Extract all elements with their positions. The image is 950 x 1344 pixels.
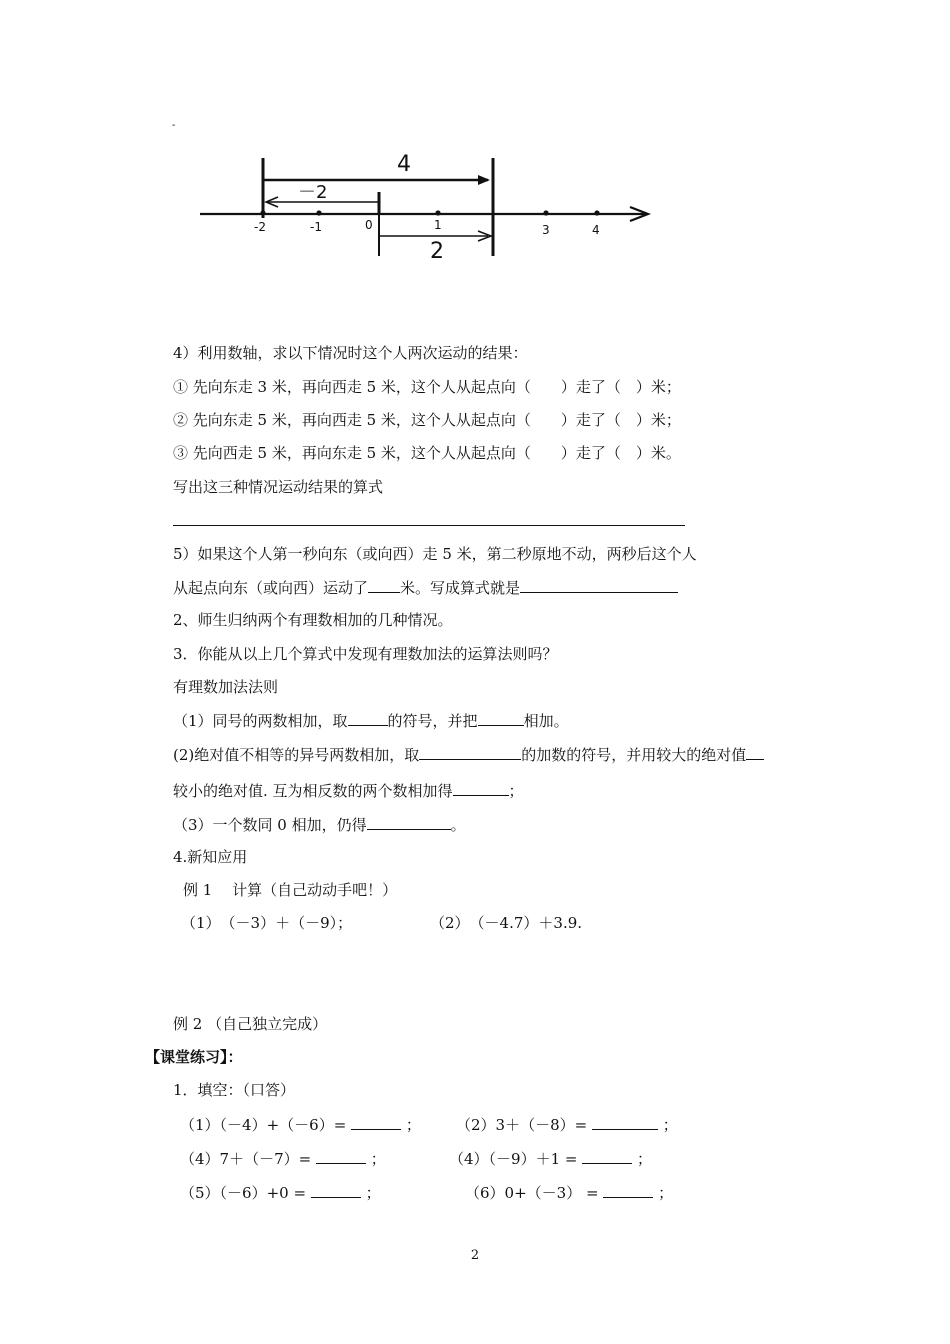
blank[interactable] [419, 744, 521, 760]
example-2: 例 2 （自己独立完成） [173, 1015, 328, 1033]
section-4: 4.新知应用 [173, 848, 248, 866]
rule-3 [173, 814, 466, 835]
example-1-problem-2: （2） （－4.7）＋3.9. [430, 914, 583, 932]
rule-1-c: 相加。 [523, 712, 569, 730]
rule-2-b: 的加数的符号，并用较大的绝对值 [521, 746, 747, 764]
number-line-diagram [190, 150, 660, 262]
blank[interactable] [603, 1182, 653, 1198]
rule-2b-a: 较小的绝对值. 互为相反数的两个数相加得 [173, 782, 453, 800]
fill-expression: （4）7＋（－7）= [180, 1150, 312, 1168]
blank[interactable] [746, 744, 764, 760]
fill-end: ； [365, 1184, 381, 1202]
rule-1-a: （1）同号的两数相加，取 [173, 712, 348, 730]
page-number: 2 [470, 1248, 480, 1263]
answer-line [173, 525, 685, 526]
blank[interactable] [316, 1148, 366, 1164]
fill-row-3-left [180, 1182, 381, 1203]
q4-item-3: ③ 先向西走 5 米，再向东走 5 米，这个人从起点向（ ）走了（ ）米。 [173, 444, 681, 462]
arrow-top-label: 4 [397, 152, 411, 177]
fill-title: 1．填空：（口答） [173, 1081, 296, 1099]
rule-3-b: 。 [450, 816, 466, 834]
tick-dot-3 [543, 210, 548, 215]
q5-line2-b: 米。写成算式就是 [400, 579, 521, 597]
fill-expression: （6）0+（－3） = [465, 1184, 599, 1202]
blank[interactable] [351, 1114, 401, 1130]
practice-title: 【课堂练习】： [145, 1048, 243, 1066]
blank[interactable] [453, 780, 509, 796]
tick-dot-neg2 [260, 210, 265, 215]
section-3: 3．你能从以上几个算式中发现有理数加法的运算法则吗？ [173, 645, 558, 663]
fill-end: ； [370, 1150, 386, 1168]
rule-title: 有理数加法法则 [173, 678, 279, 696]
fill-end: ； [405, 1116, 421, 1134]
blank[interactable] [520, 577, 678, 593]
rule-1-b: 的符号，并把 [387, 712, 478, 730]
stray-mark: - [172, 120, 176, 131]
tick-dot-4 [594, 210, 599, 215]
fill-end: ； [662, 1116, 678, 1134]
tick-label-3: 3 [542, 223, 550, 237]
q5-line1: 5）如果这个人第一秒向东（或向西）走 5 米，第二秒原地不动，两秒后这个人 [173, 545, 697, 563]
blank[interactable] [592, 1114, 658, 1130]
fill-end: ； [658, 1184, 674, 1202]
tick-dot-neg1 [316, 210, 321, 215]
blank[interactable] [348, 710, 388, 726]
fill-expression: （1）（－4）+（－6）= [180, 1116, 347, 1134]
rule-3-a: （3）一个数同 0 相加，仍得 [173, 816, 367, 834]
q5-line2-a: 从起点向东（或向西）运动了 [173, 579, 369, 597]
blank[interactable] [367, 814, 451, 830]
q4-title: 4）利用数轴，求以下情况时这个人两次运动的结果： [173, 344, 528, 362]
q5-line2 [173, 577, 678, 598]
rule-2 [173, 744, 764, 765]
fill-expression: （5）（－6）+0 = [180, 1184, 307, 1202]
fill-row-3-right [465, 1182, 673, 1203]
fill-expression: （4）（－9）＋1 = [449, 1150, 578, 1168]
arrow-top-head [478, 175, 490, 185]
q4-item-2: ② 先向东走 5 米，再向西走 5 米，这个人从起点向（ ）走了（ ）米； [173, 411, 681, 429]
fill-row-2-right [449, 1148, 652, 1169]
blank[interactable] [368, 577, 400, 593]
tick-label-0: 0 [365, 218, 373, 232]
rule-2-a: (2)绝对值不相等的异号两数相加，取 [173, 746, 420, 764]
section-2: 2、师生归纳两个有理数相加的几种情况。 [173, 611, 453, 629]
rule-1 [173, 710, 569, 731]
blank[interactable] [582, 1148, 632, 1164]
q4-write: 写出这三种情况运动结果的算式 [173, 478, 384, 496]
tick-label-4: 4 [592, 223, 600, 237]
arrow-mid-label: －2 [298, 182, 328, 203]
fill-row-1-left [180, 1114, 421, 1135]
tick-label-neg2: -2 [254, 220, 266, 234]
rule-2b [173, 780, 524, 801]
fill-expression: （2）3＋（－8）= [456, 1116, 588, 1134]
arrow-bottom-label: 2 [430, 239, 444, 262]
blank[interactable] [311, 1182, 361, 1198]
fill-row-1-right [456, 1114, 678, 1135]
blank[interactable] [478, 710, 524, 726]
tick-label-1: 1 [434, 218, 442, 232]
example-1-problem-1: （1） （－3）＋（－9）； [181, 914, 353, 932]
rule-2b-b: ； [508, 782, 524, 800]
example-1-title: 例 1 计算（自己动动手吧！） [183, 881, 398, 899]
tick-label-neg1: -1 [310, 220, 322, 234]
fill-end: ； [637, 1150, 653, 1168]
fill-row-2-left [180, 1148, 386, 1169]
tick-dot-1 [435, 210, 440, 215]
q4-item-1: ① 先向东走 3 米，再向西走 5 米，这个人从起点向（ ）走了（ ）米； [173, 378, 681, 396]
